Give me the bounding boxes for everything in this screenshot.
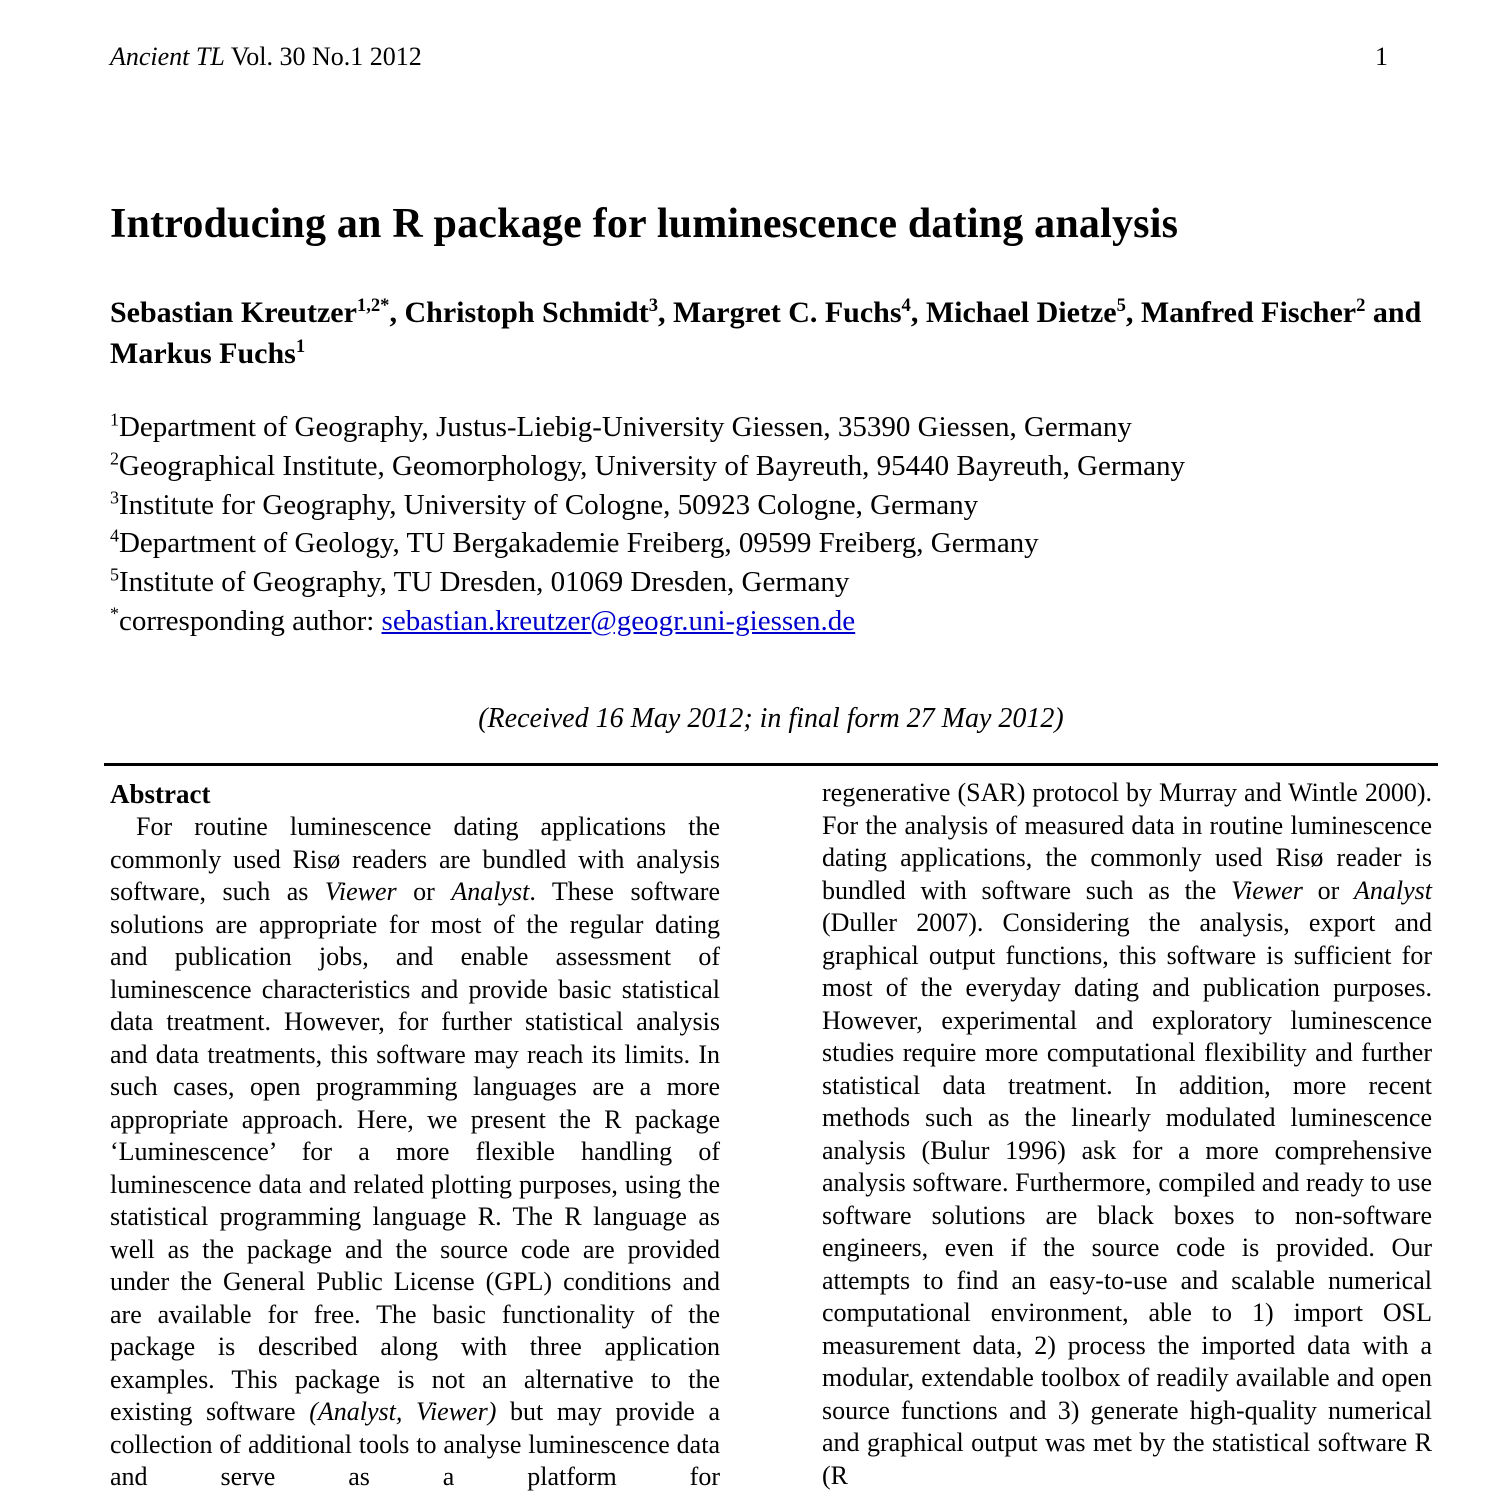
asterisk-marker: *	[110, 603, 119, 624]
journal-name: Ancient TL	[110, 42, 225, 71]
affiliation-text: Geographical Institute, Geomorphology, University of Bayreuth, 95440 Bayreuth, Germany	[118, 449, 1186, 482]
divider-rule	[104, 763, 1438, 766]
affiliation-line	[110, 486, 1450, 525]
affiliation-number: 4	[110, 525, 119, 546]
page-number: 1	[1375, 42, 1388, 71]
affiliation-number: 3	[110, 486, 119, 507]
journal-issue: Vol. 30 No.1 2012	[224, 42, 422, 71]
affiliation-text: Department of Geology, TU Bergakademie Freiberg, 09599 Freiberg, Germany	[118, 527, 1039, 560]
corresponding-email-link[interactable]: sebastian.kreutzer@geogr.uni-giessen.de	[381, 604, 856, 637]
left-column	[110, 777, 720, 1494]
affiliation-line	[110, 447, 1450, 486]
affiliation-text: Institute for Geography, University of Cologne, 50923 Cologne, Germany	[118, 488, 979, 521]
corresponding-author-line	[110, 602, 1450, 641]
affiliation-number: 5	[110, 564, 119, 585]
affiliation-line	[110, 563, 1450, 602]
corresponding-label: corresponding author:	[118, 604, 382, 637]
received-line: (Received 16 May 2012; in final form 27 May 2012)	[478, 703, 1064, 734]
right-column	[822, 777, 1432, 1494]
page-header	[110, 42, 1388, 72]
abstract-paragraph: For routine luminescence dating applications the commonly used Risø readers are bundled with analysis software, such as Viewer or Analyst. These software solutions are appropriate for most of the regular dating and publication jobs, and enable assessment of luminescence characteristics and provide basic statistical data treatment. However, for further statistical analysis and data treatments, this software may reach its limits. In such cases, open programming languages are a more appropriate approach. Here, we present the R package ‘Luminescence’ for a more flexible handling of luminescence data and related plotting purposes, using the statistical programming language R. The R language as well as the package and the source code are provided under the General Public License (GPL) conditions and are available for free. The basic functionality of the package is described along with three application examples. This package is not an alternative to the existing software (Analyst, Viewer) but may provide a collection of additional tools to analyse luminescence data and serve as a platform for	[110, 812, 720, 1491]
affiliation-line	[110, 524, 1450, 563]
affiliation-number: 2	[110, 448, 119, 469]
affiliation-list	[110, 408, 1450, 641]
affiliation-line	[110, 408, 1450, 447]
affiliation-text: Department of Geography, Justus-Liebig-University Giessen, 35390 Giessen, Germany	[118, 411, 1132, 443]
affiliation-number: 1	[110, 409, 119, 430]
introduction-paragraph: regenerative (SAR) protocol by Murray and Wintle 2000). For the analysis of measured data in routine luminescence dating applications, the commonly used Risø reader is bundled with software such as the Viewer or Analyst (Duller 2007). Considering the analysis, export and graphical output functions, this software is sufficient for most of the everyday dating and publication purposes. However, experimental and exploratory luminescence studies require more computational flexibility and further statistical data treatment. In addition, more recent methods such as the linearly modulated luminescence analysis (Bulur 1996) ask for a more comprehensive analysis software. Furthermore, compiled and ready to use software solutions are black boxes to non-software engineers, even if the source code is provided. Our attempts to find an easy-to-use and scalable numerical computational environment, able to 1) import OSL measurement data, 2) process the imported data with a modular, extendable toolbox of readily available and open source functions and 3) generate high-quality numerical and graphical output was met by the statistical software R (R	[822, 778, 1432, 1490]
journal-line	[110, 42, 422, 72]
abstract-heading: Abstract	[110, 779, 211, 809]
article-title: Introducing an R package for luminescence dating analysis	[110, 201, 1179, 247]
two-column-body	[110, 777, 1432, 1494]
author-list: Sebastian Kreutzer$^{1,2*}$, Christoph Schmidt$^3$, Margret C. Fuchs$^4$, Michael Dietze$^5$, Manfred Fischer$^2$ and Markus Fuchs$^1$	[110, 295, 1422, 370]
affiliation-text: Institute of Geography, TU Dresden, 01069 Dresden, Germany	[118, 566, 850, 599]
